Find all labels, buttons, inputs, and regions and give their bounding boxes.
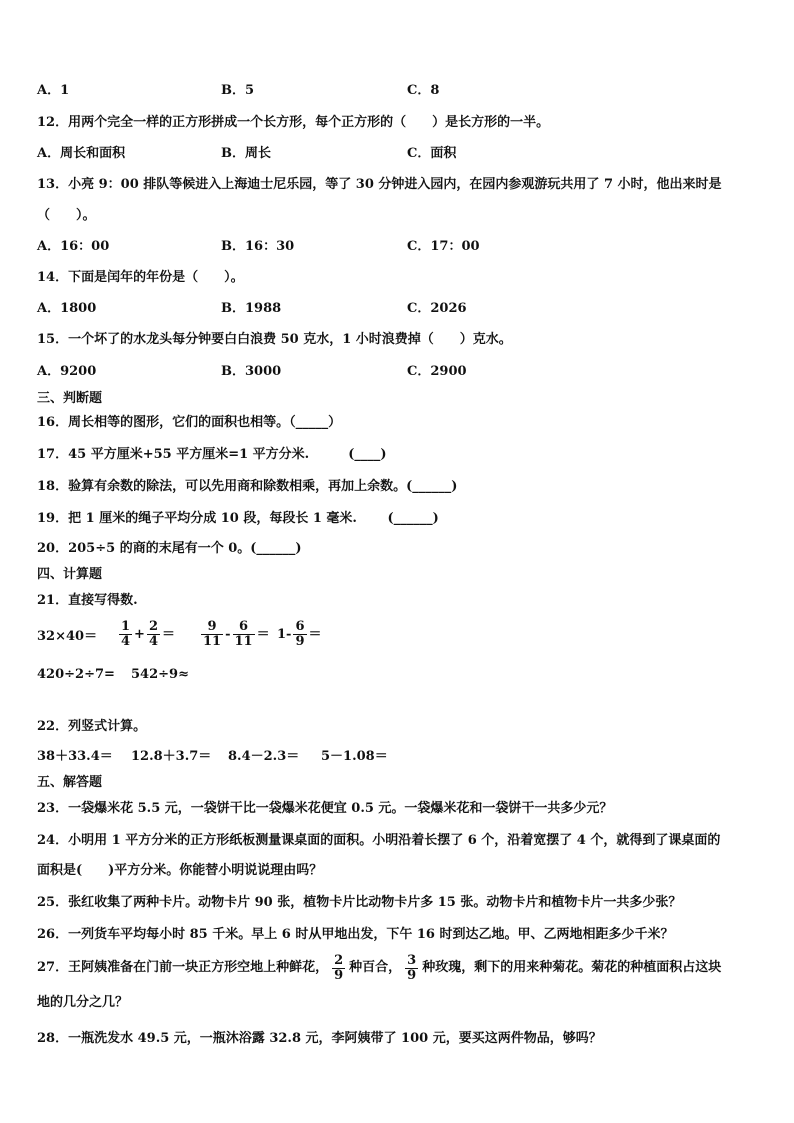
q14-option-c[interactable]: C．2026 — [407, 301, 467, 316]
q21-expressions-row1 — [37, 620, 764, 654]
q18-text[interactable]: 18．验算有余数的除法，可以先用商和除数相乘，再加上余数。(______) — [37, 479, 458, 494]
q14-option-a[interactable]: A．1800 — [37, 301, 97, 316]
q15-text: 15．一个坏了的水龙头每分钟要白白浪费 50 克水，1 小时浪费掉（ ）克水。 — [37, 332, 512, 347]
q15-option-b[interactable]: B．3000 — [221, 364, 282, 379]
q21-expr-4: 1- $\frac{6}{9}$ ＝ — [277, 619, 322, 649]
fraction: $\frac{9}{11}$ — [203, 619, 222, 649]
q21-title: 21．直接写得数. — [37, 593, 138, 608]
q21-expr-6: 542÷9≈ — [131, 667, 189, 682]
q20-text[interactable]: 20．205÷5 的商的末尾有一个 0。(______) — [37, 541, 302, 556]
q17-text[interactable]: 17．45 平方厘米+55 平方厘米=1 平方分米. (____) — [37, 447, 387, 462]
q22-expr-3: 8.4－2.3＝ — [228, 749, 300, 764]
q12-option-c[interactable]: C．面积 — [407, 146, 457, 161]
q13-option-c[interactable]: C．17：00 — [407, 239, 480, 254]
q13-option-a[interactable]: A．16：00 — [37, 239, 110, 254]
q22-expr-2: 12.8＋3.7＝ — [131, 749, 212, 764]
q13-text-line2: （ ）。 — [37, 208, 96, 223]
q13-text-line1: 13．小亮 9：00 排队等候进入上海迪士尼乐园，等了 30 分钟进入园内，在园内参观游玩共用了 7 小时，他出来时是 — [37, 177, 722, 192]
q21-expr-5: 420÷2÷7= — [37, 667, 115, 682]
q23-text: 23．一袋爆米花 5.5 元，一袋饼干比一袋爆米花便宜 0.5 元。一袋爆米花和一袋饼干一共多少元？ — [37, 801, 613, 816]
q13-option-b[interactable]: B．16：30 — [221, 239, 295, 254]
section-heading-true-false: 三、判断题 — [37, 391, 103, 406]
q22-expr-4: 5－1.08＝ — [321, 749, 388, 764]
fraction: $\frac{3}{9}$ — [407, 952, 417, 983]
q21-expr-3: $\frac{9}{11}$ - $\frac{6}{11}$ ＝ — [203, 619, 270, 649]
q12-option-b[interactable]: B．周长 — [221, 146, 271, 161]
q21-expr-1: 32×40＝ — [37, 629, 98, 644]
q15-option-c[interactable]: C．2900 — [407, 364, 467, 379]
fraction: $\frac{2}{4}$ — [148, 619, 158, 649]
q11-option-c[interactable]: C．8 — [407, 83, 440, 98]
fraction: $\frac{6}{9}$ — [295, 619, 305, 649]
q22-expr-1: 38＋33.4＝ — [37, 749, 113, 764]
q11-option-b[interactable]: B．5 — [221, 83, 255, 98]
q24-text-line2: 面积是( )平方分米。你能替小明说说理由吗？ — [37, 863, 323, 878]
q19-text[interactable]: 19．把 1 厘米的绳子平均分成 10 段，每段长 1 毫米. (______) — [37, 511, 439, 526]
q16-text[interactable]: 16．周长相等的图形，它们的面积也相等。（_____） — [37, 415, 342, 430]
q14-text: 14．下面是闰年的年份是（ ）。 — [37, 270, 244, 285]
q12-text: 12．用两个完全一样的正方形拼成一个长方形，每个正方形的（ ）是长方形的一半。 — [37, 115, 550, 130]
q26-text: 26．一列货车平均每小时 85 千米。早上 6 时从甲地出发，下午 16 时到达乙地。甲、乙两地相距多少千米？ — [37, 927, 674, 942]
fraction: $\frac{6}{11}$ — [234, 619, 253, 649]
section-heading-word-problems: 五、解答题 — [37, 775, 103, 790]
q25-text: 25．张红收集了两种卡片。动物卡片 90 张，植物卡片比动物卡片多 15 张。动物卡片和植物卡片一共多少张？ — [37, 895, 682, 910]
q21-expr-2: $\frac{1}{4}$ + $\frac{2}{4}$ ＝ — [121, 619, 176, 649]
q14-option-b[interactable]: B．1988 — [221, 301, 282, 316]
q27-text-line2: 地的几分之几？ — [37, 995, 129, 1010]
q11-option-a[interactable]: A．1 — [37, 83, 70, 98]
q24-text-line1: 24．小明用 1 平方分米的正方形纸板测量课桌面的面积。小明沿着长摆了 6 个，沿着宽摆了 4 个，就得到了课桌面的 — [37, 833, 721, 848]
q15-option-a[interactable]: A．9200 — [37, 364, 97, 379]
section-heading-calculation: 四、计算题 — [37, 567, 103, 582]
q28-text: 28．一瓶洗发水 49.5 元，一瓶沐浴露 32.8 元，李阿姨带了 100 元，要买这两件物品，够吗？ — [37, 1031, 602, 1046]
q12-option-a[interactable]: A．周长和面积 — [37, 146, 126, 161]
q22-title: 22．列竖式计算。 — [37, 719, 147, 734]
fraction: $\frac{2}{9}$ — [334, 952, 344, 983]
fraction: $\frac{1}{4}$ — [121, 619, 131, 649]
q27-text-line1: 27．王阿姨准备在门前一块正方形空地上种鲜花， $\frac{2}{9}$ 种百合， $\frac{3}{9}$ 种玫瑰，剩下的用来种菊花。菊花的种植面积占这块 — [37, 952, 722, 983]
